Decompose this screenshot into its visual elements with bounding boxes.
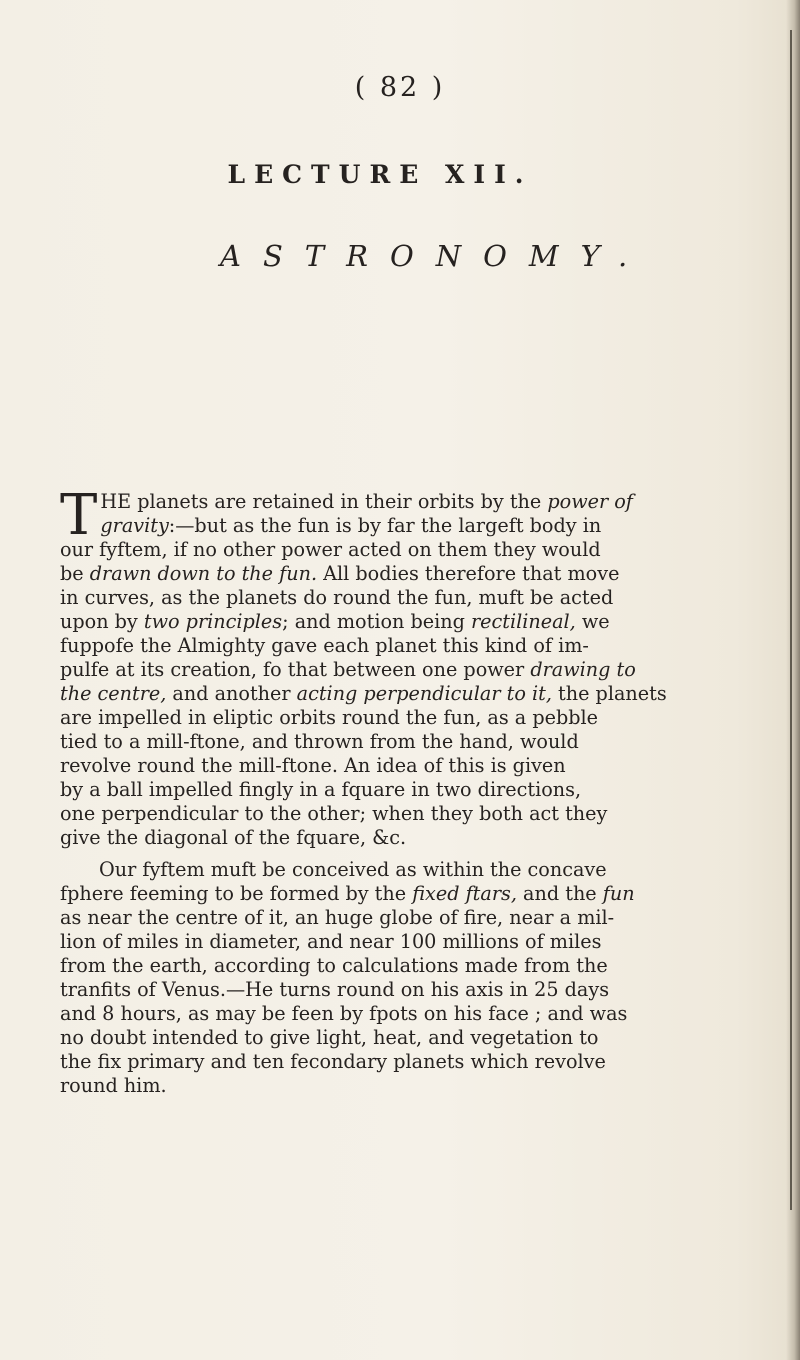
text-run: the planets: [551, 682, 667, 705]
text-line: [60, 802, 790, 826]
text-run: revolve round the mill-ftone. An idea of this is given: [60, 754, 566, 777]
text-line: [60, 954, 790, 978]
text-run: lion of miles in diameter, and near 100 millions of miles: [60, 930, 602, 953]
paragraph-gravity: [60, 483, 790, 850]
text-line: [60, 1026, 790, 1050]
text-run: one perpendicular to the other; when they both act they: [60, 802, 608, 825]
text-run: All bodies therefore that move: [317, 562, 620, 585]
text-line: [60, 778, 790, 802]
text-run: give the diagonal of the fquare, &c.: [60, 826, 407, 849]
italic-text: acting perpendicular to it,: [296, 682, 552, 705]
text-run: upon by: [60, 610, 144, 633]
italic-text: drawn down to the fun.: [89, 562, 318, 585]
text-line: [60, 706, 790, 730]
text-run: and 8 hours, as may be feen by fpots on his face ; and was: [60, 1002, 628, 1025]
italic-text: drawing to: [530, 658, 636, 681]
text-run: and another: [166, 682, 297, 705]
drop-cap: T: [60, 483, 98, 548]
text-line: [60, 1002, 790, 1026]
paragraph-lines: [60, 858, 790, 1098]
text-line: [60, 858, 790, 882]
text-line: [60, 978, 790, 1002]
text-line: [60, 514, 790, 538]
lecture-heading: LECTURE XII.: [227, 160, 533, 189]
text-run: tied to a mill-ftone, and thrown from the hand, would: [60, 730, 579, 753]
text-line: [60, 634, 790, 658]
text-line: [60, 1050, 790, 1074]
text-line: [60, 586, 790, 610]
italic-text: fixed ftars,: [412, 882, 517, 905]
text-line: [60, 930, 790, 954]
text-run: no doubt intended to give light, heat, and vegetation to: [60, 1026, 599, 1049]
text-line: [60, 538, 790, 562]
text-line: [60, 730, 790, 754]
text-line: [60, 682, 790, 706]
text-line: [60, 754, 790, 778]
text-line: [60, 826, 790, 850]
text-line: [60, 882, 790, 906]
text-run: :—but as the fun is by far the largeft body in: [168, 514, 602, 537]
italic-text: the centre,: [60, 682, 167, 705]
text-run: HE planets are retained in their orbits by the: [100, 490, 548, 513]
text-run: tranfits of Venus.—He turns round on his axis in 25 days: [60, 978, 610, 1001]
text-line: [60, 906, 790, 930]
italic-text: rectilineal,: [470, 610, 576, 633]
text-line: [60, 610, 790, 634]
text-run: we: [575, 610, 610, 633]
page-edge-line: [790, 30, 792, 1210]
text-run: be: [60, 562, 90, 585]
text-run: by a ball impelled fingly in a fquare in two directions,: [60, 778, 582, 801]
paragraph-lines: [60, 483, 790, 850]
text-run: ; and motion being: [282, 610, 471, 633]
text-run: fphere feeming to be formed by the: [60, 882, 413, 905]
text-run: are impelled in eliptic orbits round the fun, as a pebble: [60, 706, 599, 729]
text-line: [60, 1074, 790, 1098]
italic-text: power of: [547, 490, 633, 513]
text-line: [60, 490, 790, 514]
text-run: round him.: [60, 1074, 167, 1097]
text-run: pulfe at its creation, fo that between one power: [60, 658, 531, 681]
italic-text: two principles: [143, 610, 283, 633]
text-run: our fyftem, if no other power acted on them they would: [60, 538, 601, 561]
text-run: Our fyftem muft be conceived as within the concave: [99, 858, 607, 881]
text-run: in curves, as the planets do round the fun, muft be acted: [60, 586, 614, 609]
paragraph-system: [60, 858, 790, 1098]
italic-text: gravity: [100, 514, 169, 537]
text-run: fuppofe the Almighty gave each planet this kind of im-: [60, 634, 589, 657]
text-run: the fix primary and ten fecondary planets which revolve: [60, 1050, 606, 1073]
text-line: [60, 658, 790, 682]
text-run: from the earth, according to calculations made from the: [60, 954, 608, 977]
italic-text: fun: [602, 882, 635, 905]
page-number: ( 82 ): [354, 72, 446, 103]
text-line: [60, 562, 790, 586]
text-run: and the: [516, 882, 603, 905]
text-run: as near the centre of it, an huge globe of fire, near a mil-: [60, 906, 615, 929]
subject-heading: ASTRONOMY.: [220, 239, 650, 273]
